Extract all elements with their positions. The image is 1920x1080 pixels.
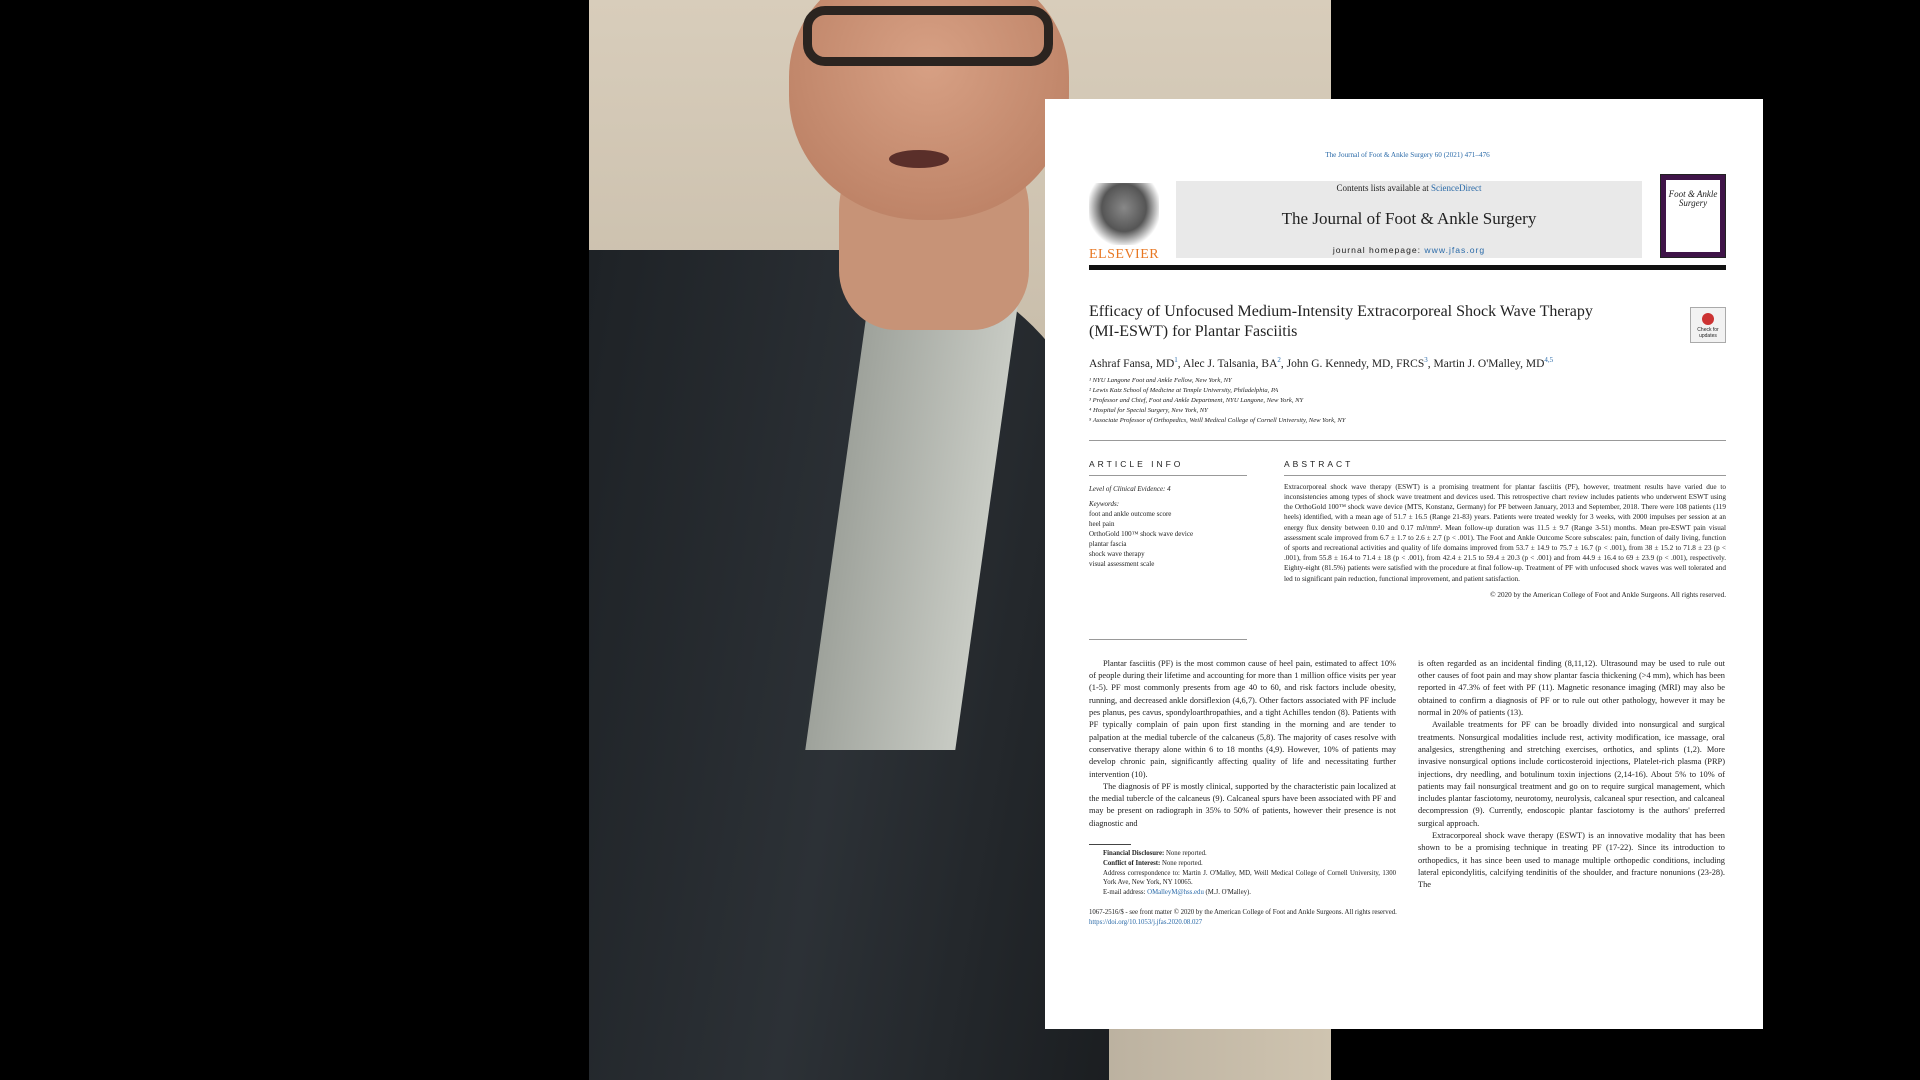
email-suffix: (M.J. O'Malley). <box>1203 889 1251 897</box>
journal-title: The Journal of Foot & Ankle Surgery <box>1281 209 1537 228</box>
masthead-banner <box>1176 181 1642 258</box>
article-info-heading: ARTICLE INFO <box>1089 459 1247 476</box>
author: Martin J. O'Malley, MD <box>1433 357 1545 370</box>
sciencedirect-link[interactable]: ScienceDirect <box>1431 183 1482 193</box>
footnotes <box>1089 849 1396 898</box>
footnote-divider <box>1089 844 1131 845</box>
affiliation: ⁵ Associate Professor of Orthopedics, Weill Medical College of Cornell University, New York, NY <box>1089 416 1346 424</box>
author-sup[interactable]: 3 <box>1424 356 1428 364</box>
crossmark-badge[interactable] <box>1690 307 1726 343</box>
keyword: plantar fascia <box>1089 539 1127 548</box>
author-sup[interactable]: 1 <box>1174 356 1178 364</box>
financial-label: Financial Disclosure: <box>1103 849 1165 857</box>
affiliation: ⁴ Hospital for Special Surgery, New York, NY <box>1089 406 1208 414</box>
conflict-of-interest <box>1103 859 1396 869</box>
journal-article-page <box>1045 99 1763 1029</box>
contents-prefix: Contents lists available at <box>1336 183 1431 193</box>
crossmark-label: Check for updates <box>1697 327 1719 339</box>
homepage-link[interactable]: www.jfas.org <box>1424 245 1486 255</box>
front-matter-columns <box>1089 459 1726 640</box>
body-left-column <box>1089 658 1396 898</box>
abstract <box>1284 459 1726 640</box>
journal-reference[interactable]: The Journal of Foot & Ankle Surgery 60 (2021) 471–476 <box>1325 151 1490 159</box>
email-link[interactable]: OMalleyM@hss.edu <box>1147 889 1204 897</box>
email-line <box>1103 888 1396 898</box>
affiliation: ² Lewis Katz School of Medicine at Temple University, Philadelphia, PA <box>1089 386 1279 394</box>
paragraph: Extracorporeal shock wave therapy (ESWT) is an innovative modality that has been shown to be a promising technique in treating PF (17-22). Since its introduction to orthopedics, it has since been used to manage multiple orthopedic conditions, including lateral epicondylitis, calcifying tendinitis of the shoulder, and fracture nonunions (23-28). The <box>1418 830 1725 890</box>
email-label: E-mail address: <box>1103 889 1148 897</box>
abstract-text: Extracorporeal shock wave therapy (ESWT) is a promising treatment for plantar fasciitis (PF), however, treatment results have varied due to inconsistencies among types of shock wave treatment and devices used. This retrospective chart review includes patients who underwent ESWT using the OrthoGold 100™ shock wave device (MTS, Konstanz, Germany) for PF between January, 2013 and September, 2018. There were 108 patients (119 heels) identified, with a mean age of 51.7 ± 16.5 (Range 21-83) years. Patients were treated weekly for 3 weeks, with 2000 impulses per session at an energy flux density between 0.10 and 0.17 mJ/mm². Mean follow-up duration was 11.5 ± 9.7 (Range 3-51) months. Mean pre-ESWT pain visual assessment scale improved from 6.7 ± 1.7 to 2.6 ± 2.7 (p < .001). The Foot and Ankle Outcome Score subscales: pain, function of daily living, function of sports and recreational activities and quality of life domains improved from 53.7 ± 14.9 to 75.7 ± 16.7 (p < .001), from 38 ± 15.2 to 71.8 ± 23 (p < .001), from 55.8 ± 16.4 to 71.4 ± 18 (p < .001), from 42.4 ± 21.5 to 59.4 ± 20.3 (p < .001) and from 44.9 ± 16.4 to 69 ± 23.9 (p < .001), respectively. Eighty-eight (81.5%) patients were satisfied with the procedure at final follow-up. Treatment of PF with unfocused shock waves was well tolerated and led to significant pain reduction, functional improvement, and patient satisfaction. <box>1284 482 1726 583</box>
doi-link[interactable]: https://doi.org/10.1053/j.jfas.2020.08.027 <box>1089 918 1203 926</box>
financial-disclosure <box>1103 849 1396 859</box>
article-title: Efficacy of Unfocused Medium-Intensity Extracorporeal Shock Wave Therapy (MI-ESWT) for Plantar Fasciitis <box>1089 303 1593 340</box>
keyword: heel pain <box>1089 519 1115 528</box>
paragraph: Available treatments for PF can be broadly divided into nonsurgical and surgical treatments. Nonsurgical modalities include rest, activity modification, ice massage, oral analgesics, strengthening and stretching exercises, orthotics, and splints (1,2). More invasive nonsurgical options include corticosteroid injections, Platelet-rich plasma (PRP) injections, dry needling, and botulinum toxin injections (2,14-16). About 5% to 10% of patients may fail nonsurgical treatment and go on to require surgical management, which includes plantar fasciotomy, neurotomy, neurolysis, calcaneal spur resection, and calcaneal decompression (9). Currently, endoscopic plantar fasciotomy is the authors' preferred surgical approach. <box>1418 720 1725 828</box>
keyword: visual assessment scale <box>1089 559 1155 568</box>
conflict-label: Conflict of Interest: <box>1103 859 1161 867</box>
contents-line <box>1176 183 1642 193</box>
cover-text: Foot & Ankle Surgery <box>1666 180 1720 252</box>
conflict-value: None reported. <box>1160 859 1203 867</box>
affiliation: ¹ NYU Langone Foot and Ankle Fellow, New York, NY <box>1089 376 1232 384</box>
homepage-prefix: journal homepage: <box>1332 245 1425 255</box>
author: Alec J. Talsania, BA <box>1182 357 1278 370</box>
author-sup[interactable]: 4,5 <box>1544 356 1554 364</box>
level-of-evidence: Level of Clinical Evidence: 4 <box>1089 484 1171 493</box>
author: Ashraf Fansa, MD <box>1089 357 1175 370</box>
presenter-glasses <box>803 6 1053 66</box>
article-info <box>1089 459 1247 640</box>
abstract-heading: ABSTRACT <box>1284 459 1726 476</box>
journal-homepage <box>1176 245 1642 255</box>
author-sup[interactable]: 2 <box>1277 356 1281 364</box>
divider <box>1089 440 1726 441</box>
presenter-mouth <box>889 150 949 168</box>
author-list: Ashraf Fansa, $MD^1$, Alec J. Talsania, $BA^2$, John G. Kennedy, MD, FRCS$^3$, Martin J. O'Malley, MD$^{4,5}$ <box>1089 356 1554 370</box>
crossmark-icon <box>1702 313 1714 325</box>
financial-value: None reported. <box>1164 849 1207 857</box>
affiliation: ³ Professor and Chief, Foot and Ankle Department, NYU Langone, New York, NY <box>1089 396 1304 404</box>
keyword: shock wave therapy <box>1089 549 1145 558</box>
keyword: OrthoGold 100™ shock wave device <box>1089 529 1194 538</box>
affiliations <box>1089 376 1726 426</box>
paragraph: The diagnosis of PF is mostly clinical, supported by the characteristic pain localized at the medial tubercle of the calcaneus (9). Calcaneal spurs have been associated with PF and may be present on radiograph in 35% to 50% of patients, however their presence is not diagnostic and <box>1089 781 1396 828</box>
keyword: foot and ankle outcome score <box>1089 509 1172 518</box>
body-right-column <box>1418 658 1725 898</box>
correspondence-address: Address correspondence to: Martin J. O'Malley, MD, Weill Medical College of Cornell University, 1300 York Ave, New York, NY 10065. <box>1103 869 1396 887</box>
author: John G. Kennedy, MD, FRCS <box>1286 357 1425 370</box>
keywords-label: Keywords: <box>1089 499 1120 508</box>
elsevier-wordmark: ELSEVIER <box>1089 247 1160 262</box>
journal-masthead <box>1089 173 1726 270</box>
paragraph: is often regarded as an incidental finding (8,11,12). Ultrasound may be used to rule out other causes of foot pain and may show plantar fascia thickening (>4 mm), which has been reported in 47.3% of feet with PF (11). Magnetic resonance imaging (MRI) may also be obtained to confirm a diagnosis of PF or to rule out other pathology, however it may be normal in 20% of patients (13). <box>1418 658 1725 718</box>
journal-cover-thumbnail <box>1660 174 1726 258</box>
abstract-copyright: © 2020 by the American College of Foot and Ankle Surgeons. All rights reserved. <box>1490 590 1726 599</box>
paragraph: Plantar fasciitis (PF) is the most common cause of heel pain, estimated to affect 10% of people during their lifetime and accounting for more than 1 million office visits per year (1-5). PF most commonly presents from age 40 to 60, and risk factors include obesity, running, and decreased ankle dorsiflexion (4,6,7). Other factors associated with PF include pes planus, pes cavus, spondyloarthropathies, and a tight Achilles tendon (8). Patients with PF typically complain of pain upon first standing in the morning and are tender to palpation at the medial tubercle of the calcaneus (5,8). The majority of cases resolve with conservative therapy alone within 6 to 18 months (4,9). However, 10% of patients may develop chronic pain, significantly affecting quality of life and necessitating further intervention (10). <box>1089 658 1396 779</box>
article-info-body <box>1089 484 1247 640</box>
elsevier-tree-logo <box>1089 183 1159 245</box>
body-columns <box>1089 658 1726 898</box>
issn-line: 1067-2516/$ - see front matter © 2020 by the American College of Foot and Ankle Surgeons. All rights reserved. <box>1089 908 1397 916</box>
